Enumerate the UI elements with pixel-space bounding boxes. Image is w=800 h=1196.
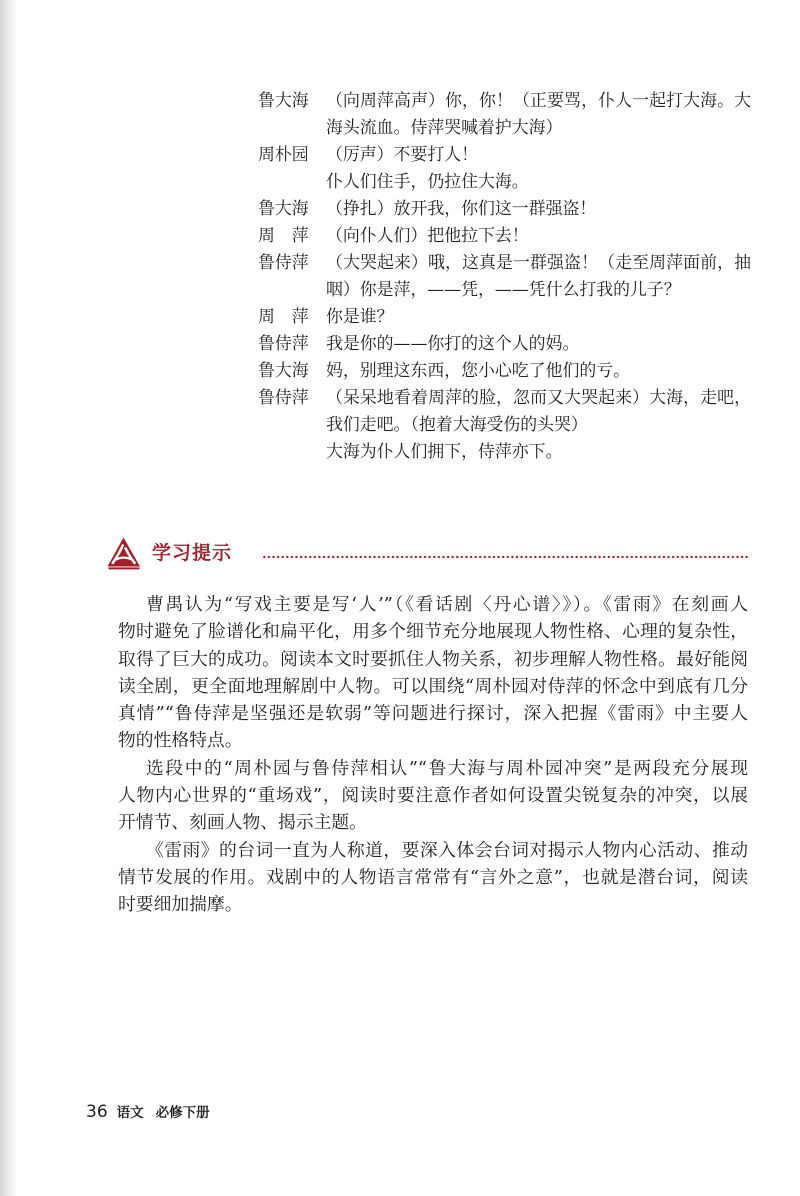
dialogue-line xyxy=(258,303,753,330)
study-tips-icon xyxy=(106,536,142,570)
speaker-name: 鲁大海 xyxy=(258,198,309,218)
dialogue-line xyxy=(258,114,753,141)
tips-paragraph xyxy=(118,591,748,755)
dialogue-line xyxy=(258,195,753,222)
dialogue-text: 妈，别理这东西，您小心吃了他们的亏。 xyxy=(326,360,631,380)
tips-paragraph xyxy=(118,755,748,837)
dialogue-text: （厉声）不要打人！ xyxy=(326,144,479,164)
book-subject: 语文 xyxy=(116,1105,144,1121)
dialogue-text: 我们走吧。（抱着大海受伤的头哭） xyxy=(326,414,588,434)
paragraph-line: 选段中的“周朴园与鲁侍萍相认”“鲁大海与周朴园冲突”是两段充分展现 xyxy=(146,757,748,779)
study-tips-body xyxy=(118,591,748,919)
dialogue-text: 海头流血。侍萍哭喊着护大海） xyxy=(326,117,563,137)
page-number: 36 xyxy=(86,1102,108,1122)
paragraph-line: 物的性格特点。 xyxy=(118,730,243,752)
dialogue-text: （挣扎）放开我，你们这一群强盗！ xyxy=(326,198,597,218)
scan-shadow-edge xyxy=(0,0,18,1196)
stage-direction-text: 大海为仆人们拥下，侍萍亦下。 xyxy=(326,441,563,461)
speaker-name: 鲁侍萍 xyxy=(258,333,309,353)
dialogue-text: （向仆人们）把他拉下去！ xyxy=(326,225,529,245)
dialogue-line xyxy=(258,384,753,411)
dialogue-text: 咽）你是萍，——凭，——凭什么打我的儿子？ xyxy=(326,279,681,299)
paragraph-line: 情节发展的作用。戏剧中的人物语言常常有“言外之意”，也就是潜台词，阅读 xyxy=(118,866,748,888)
stage-direction-line xyxy=(258,168,753,195)
dialogue-line xyxy=(258,141,753,168)
speaker-name: 鲁侍萍 xyxy=(258,252,309,272)
dotted-divider xyxy=(262,555,748,559)
dialogue-line xyxy=(258,330,753,357)
stage-direction-line xyxy=(258,438,753,465)
study-tips-heading: 学习提示 xyxy=(152,542,233,564)
speaker-name: 周 萍 xyxy=(258,306,309,326)
dialogue-line xyxy=(258,357,753,384)
dialogue-text: 我是你的——你打的这个人的妈。 xyxy=(326,333,580,353)
speaker-name: 鲁大海 xyxy=(258,90,309,110)
dialogue-text: （向周萍高声）你，你！（正要骂，仆人一起打大海。大 xyxy=(326,90,751,110)
speaker-name: 鲁侍萍 xyxy=(258,387,309,407)
dialogue-line xyxy=(258,249,753,276)
paragraph-line: 物时避免了脸谱化和扁平化，用多个细节充分地展现人物性格、心理的复杂性， xyxy=(118,621,748,643)
dialogue-text: （呆呆地看着周萍的脸，忽而又大哭起来）大海，走吧， xyxy=(326,387,751,407)
paragraph-line: 开情节、刻画人物、揭示主题。 xyxy=(118,812,367,834)
page-footer xyxy=(86,1101,210,1123)
dialogue-text: 你是谁？ xyxy=(326,306,394,326)
speaker-name: 周朴园 xyxy=(258,144,309,164)
dialogue-text: （大哭起来）哦，这真是一群强盗！（走至周萍面前，抽 xyxy=(326,252,751,272)
book-volume: 必修下册 xyxy=(155,1105,210,1121)
paragraph-line: 《雷雨》的台词一直为人称道，要深入体会台词对揭示人物内心活动、推动 xyxy=(146,839,748,861)
dialogue-line xyxy=(258,87,753,114)
paragraph-line: 人物内心世界的“重场戏”，阅读时要注意作者如何设置尖锐复杂的冲突，以展 xyxy=(118,785,748,807)
stage-direction-text: 仆人们住手，仍拉住大海。 xyxy=(326,171,529,191)
dialogue-line xyxy=(258,222,753,249)
dialogue-line xyxy=(258,411,753,438)
paragraph-line: 读全剧，更全面地理解剧中人物。可以围绕“周朴园对侍萍的怀念中到底有几分 xyxy=(118,675,748,697)
script-dialogue xyxy=(258,87,753,465)
paragraph-line: 真情”“鲁侍萍是坚强还是软弱”等问题进行探讨，深入把握《雷雨》中主要人 xyxy=(118,703,748,725)
paragraph-line: 取得了巨大的成功。阅读本文时要抓住人物关系，初步理解人物性格。最好能阅 xyxy=(118,648,748,670)
dialogue-line xyxy=(258,276,753,303)
paragraph-line: 曹禺认为“写戏主要是写‘人’”（《看话剧〈丹心谱〉》）。《雷雨》在刻画人 xyxy=(146,594,748,615)
paragraph-line: 时要细加揣摩。 xyxy=(118,894,243,916)
tips-paragraph xyxy=(118,837,748,919)
speaker-name: 鲁大海 xyxy=(258,360,309,380)
speaker-name: 周 萍 xyxy=(258,225,309,245)
